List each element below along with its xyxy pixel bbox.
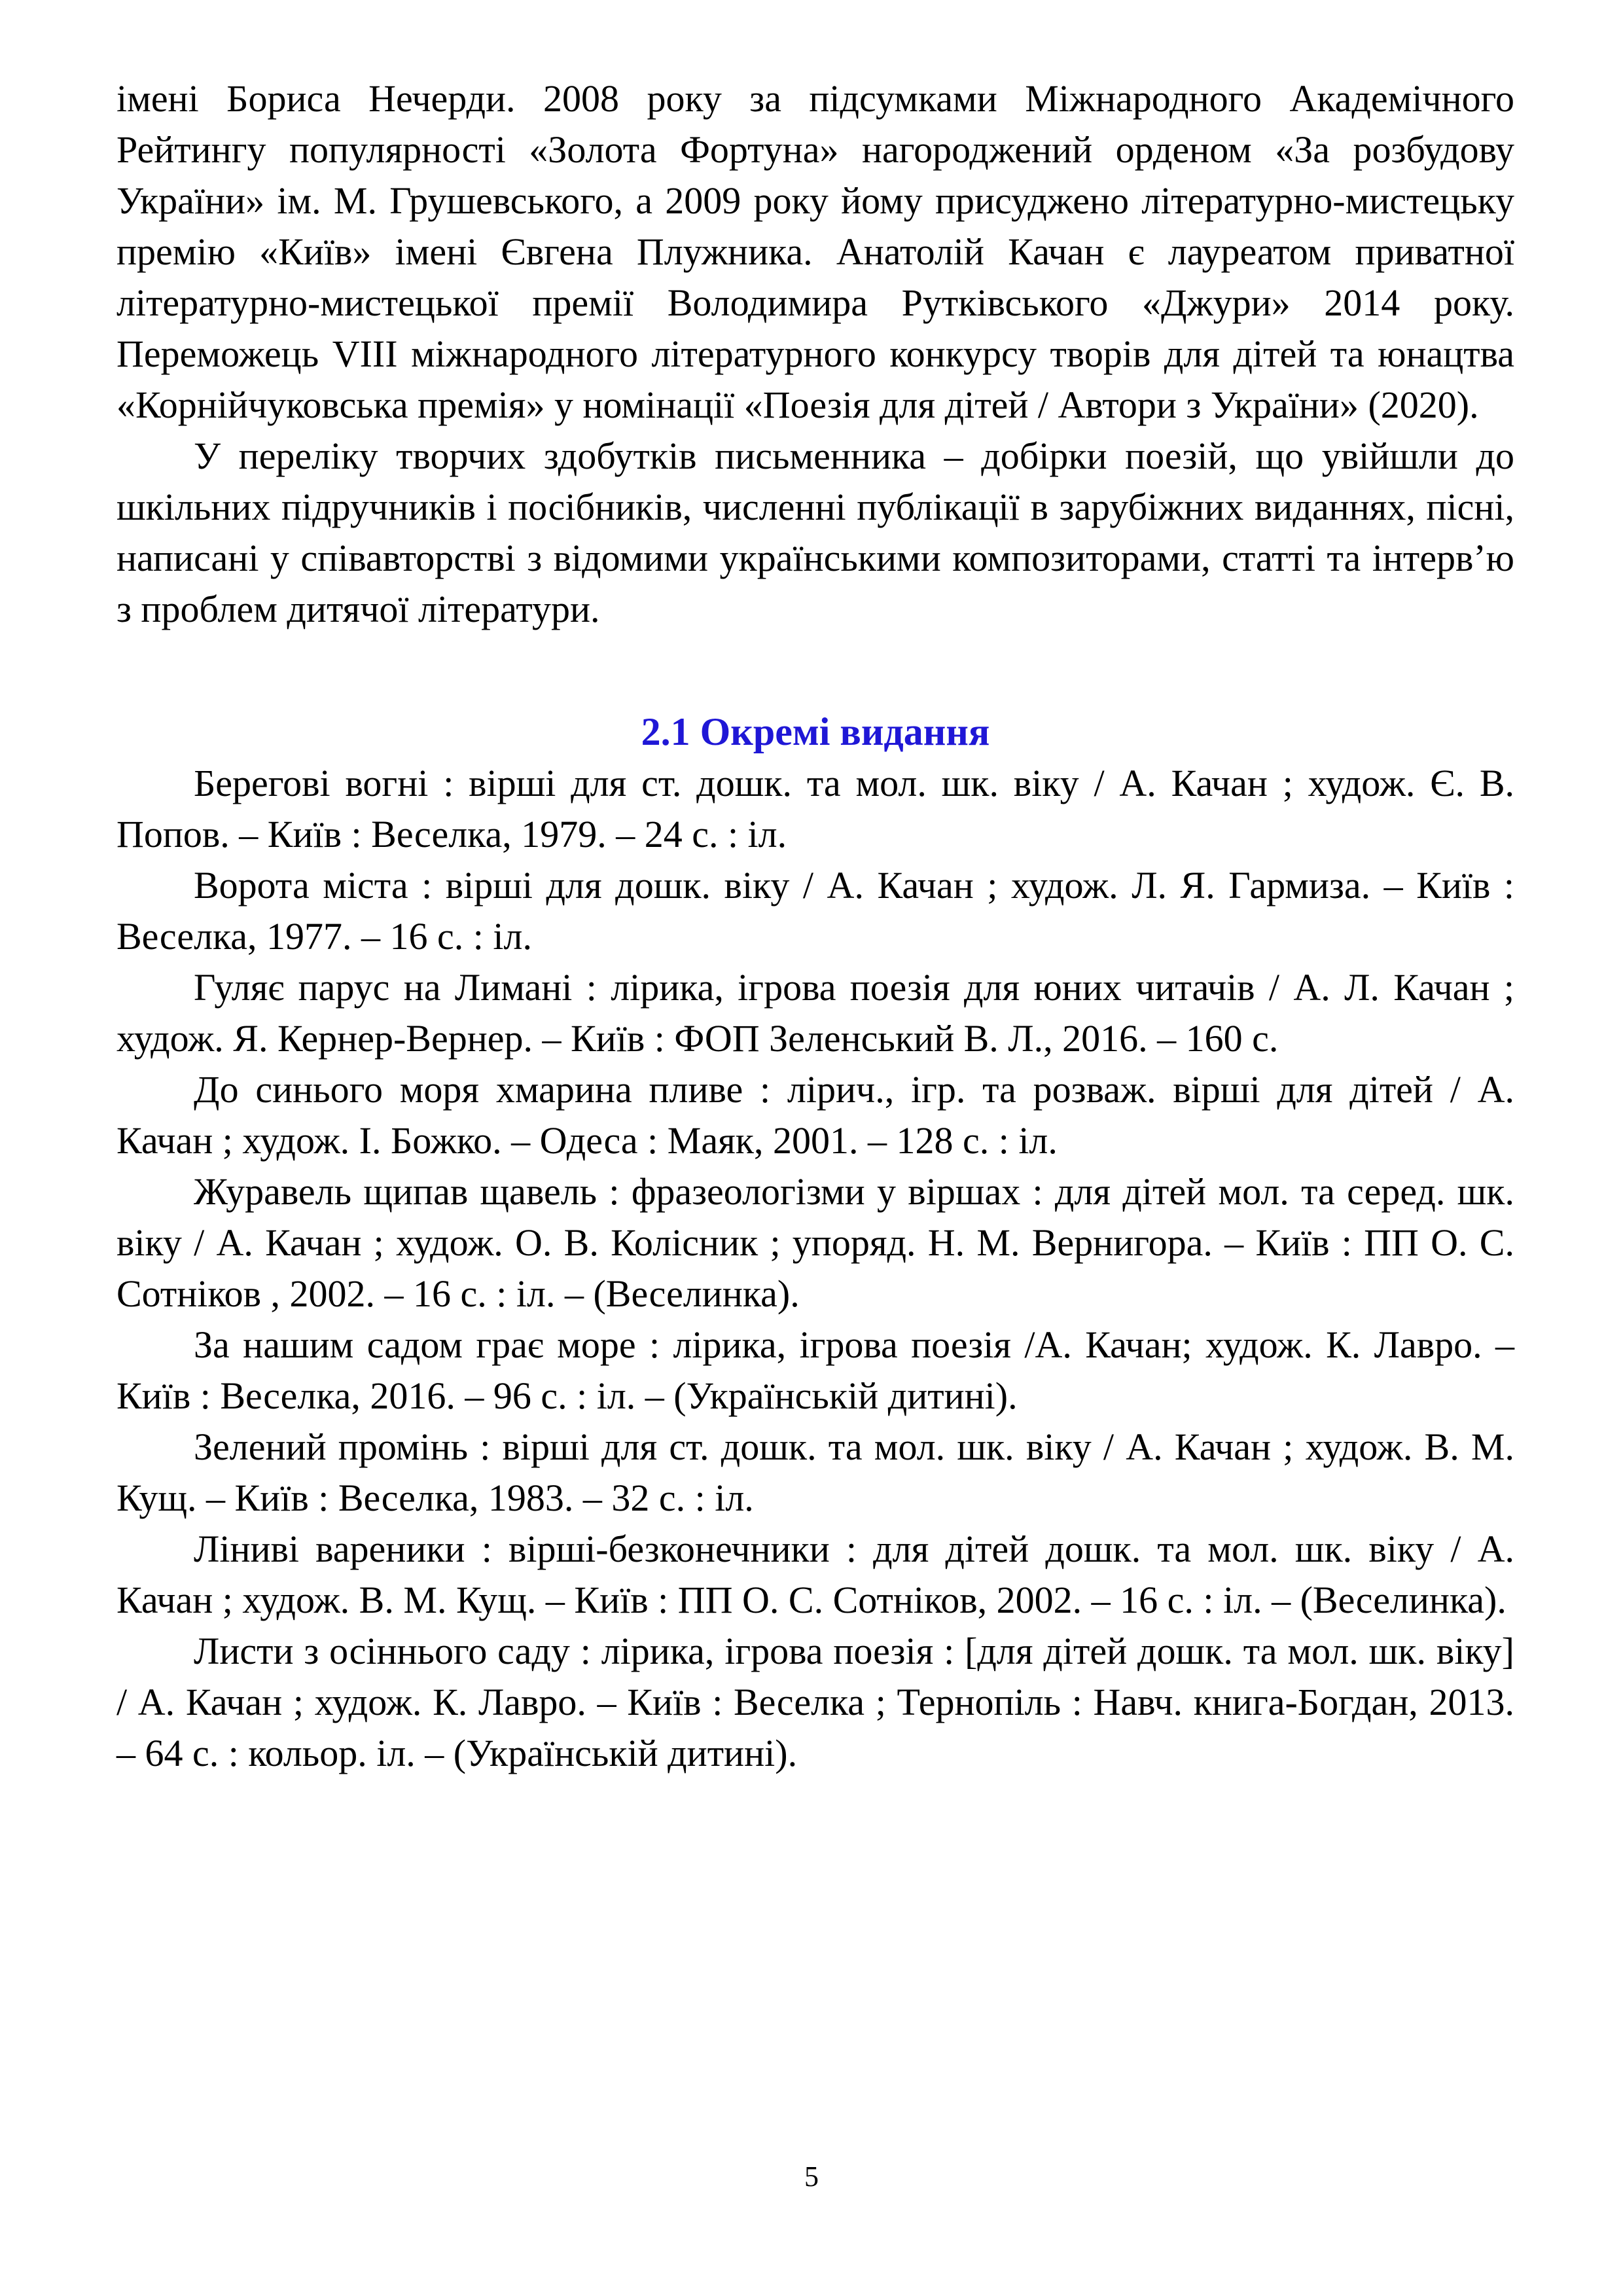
bibliography-entry: Гуляє парус на Лимані : лірика, ігрова поезія для юних читачів / А. Л. Качан ; худож. Я. Кернер-Вернер. – Київ : ФОП Зеленський В. Л., 2016. – 160 с. bbox=[116, 966, 1514, 1060]
bibliography-entry: За нашим садом грає море : лірика, ігрова поезія /А. Качан; худож. К. Лавро. – Київ : Веселка, 2016. – 96 с. : іл. – (Українській дитині). bbox=[116, 1323, 1514, 1417]
intro-paragraph-1: імені Бориса Нечерди. 2008 року за підсумками Міжнародного Академічного Рейтингу популярності «Золота Фортуна» нагороджений орденом «За розбудову України» ім. М. Грушевського, а 2009 року йому присуджено літературно-мистецьку премію «Київ» імені Євгена Плужника. Анатолій Качан є лауреатом приватної літературно-мистецької премії Володимира Рутківського «Джури» 2014 року. Переможець VIII міжнародного літературного конкурсу творів для дітей та юнацтва «Корнійчуковська премія» у номінації «Поезія для дітей / Автори з України» (2020). bbox=[116, 77, 1514, 426]
page-number: 5 bbox=[804, 2161, 819, 2193]
page-content bbox=[116, 73, 1514, 1779]
bibliography-list bbox=[116, 758, 1514, 1779]
intro-paragraph-2: У переліку творчих здобутків письменника – добірки поезій, що увійшли до шкільних підручників і посібників, численні публікації в зарубіжних виданнях, пісні, написані у співавторстві з відомими українськими композиторами, статті та інтерв’ю з проблем дитячої літератури. bbox=[116, 435, 1514, 630]
bibliography-entry: Журавель щипав щавель : фразеологізми у віршах : для дітей мол. та серед. шк. віку / А. Качан ; худож. О. В. Колісник ; упоряд. Н. М. Вернигора. – Київ : ПП О. С. Сотніков , 2002. – 16 с. : іл. – (Веселинка). bbox=[116, 1170, 1514, 1315]
bibliography-entry: Ліниві вареники : вірші-безконечники : для дітей дошк. та мол. шк. віку / А. Качан ; худож. В. М. Кущ. – Київ : ПП О. С. Сотніков, 2002. – 16 с. : іл. – (Веселинка). bbox=[116, 1528, 1514, 1621]
bibliography-entry: Зелений промінь : вірші для ст. дошк. та мол. шк. віку / А. Качан ; худож. В. М. Кущ. – Київ : Веселка, 1983. – 32 с. : іл. bbox=[116, 1426, 1514, 1519]
section-heading: 2.1 Окремі видання bbox=[641, 710, 990, 753]
bibliography-entry: Ворота міста : вірші для дошк. віку / А. Качан ; худож. Л. Я. Гармиза. – Київ : Веселка, 1977. – 16 с. : іл. bbox=[116, 864, 1514, 958]
bibliography-entry: Листи з осіннього саду : лірика, ігрова поезія : [для дітей дошк. та мол. шк. віку] / А. Качан ; худож. К. Лавро. – Київ : Веселка ; Тернопіль : Навч. книга-Богдан, 2013. – 64 с. : кольор. іл. – (Українській дитині). bbox=[116, 1630, 1514, 1774]
bibliography-entry: Берегові вогні : вірші для ст. дошк. та мол. шк. віку / А. Качан ; худож. Є. В. Попов. – Київ : Веселка, 1979. – 24 с. : іл. bbox=[116, 762, 1514, 855]
bibliography-entry: До синього моря хмарина пливе : лірич., ігр. та розваж. вірші для дітей / А. Качан ; худож. І. Божко. – Одеса : Маяк, 2001. – 128 с. : іл. bbox=[116, 1068, 1514, 1162]
